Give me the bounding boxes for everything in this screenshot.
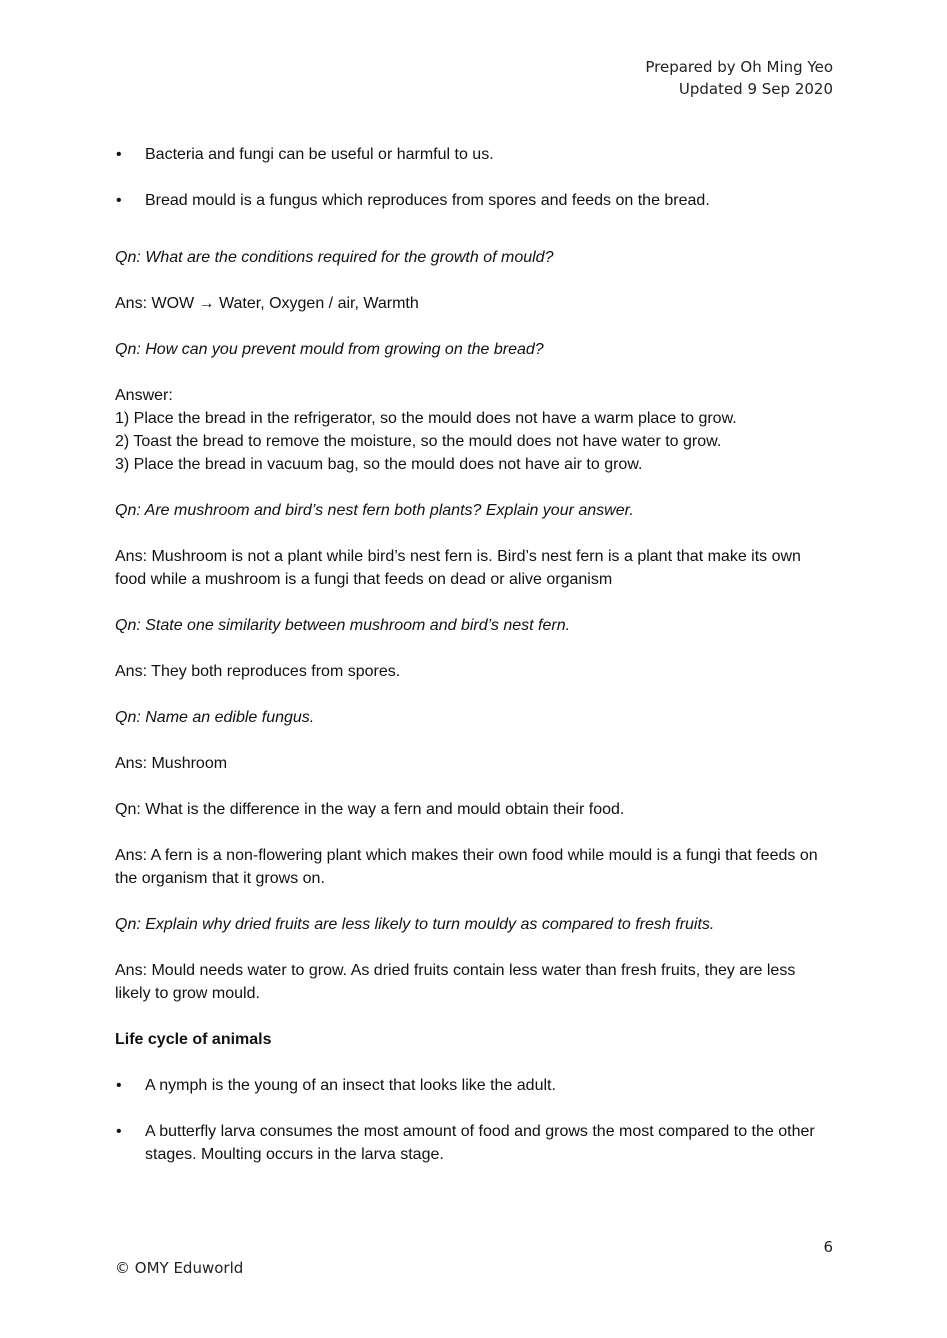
bullet-text: Bacteria and fungi can be useful or harmful to us. [145, 146, 494, 163]
question-1: Qn: What are the conditions required for the growth of mould? [115, 249, 554, 266]
answer-2-label: Answer: [115, 387, 173, 404]
question-7: Qn: Explain why dried fruits are less likely to turn mouldy as compared to fresh fruits. [115, 916, 715, 933]
prepared-by: Prepared by Oh Ming Yeo [645, 58, 833, 76]
bullet-item [115, 1120, 835, 1166]
answer-6: Ans: A fern is a non-flowering plant which makes their own food while mould is a fungi that feeds on the organism that it grows on. [115, 847, 818, 887]
answer-4: Ans: They both reproduces from spores. [115, 663, 401, 680]
answer-2-line: 2) Toast the bread to remove the moisture, so the mould does not have water to grow. [115, 433, 722, 450]
question-3: Qn: Are mushroom and bird’s nest fern both plants? Explain your answer. [115, 502, 634, 519]
bullet-item [115, 189, 835, 212]
updated-date: Updated 9 Sep 2020 [678, 80, 833, 98]
bullet-dot: • [116, 146, 122, 163]
bullet-text: Bread mould is a fungus which reproduces from spores and feeds on the bread. [145, 192, 710, 209]
section-heading: Life cycle of animals [115, 1031, 272, 1048]
bullet-item [115, 143, 835, 166]
answer-5: Ans: Mushroom [115, 755, 228, 772]
bullet-dot: • [116, 192, 122, 209]
question-4: Qn: State one similarity between mushroom and bird’s nest fern. [115, 617, 571, 634]
bullet-dot: • [116, 1077, 122, 1094]
answer-2 [115, 384, 835, 476]
bullet-text: A butterfly larva consumes the most amount of food and grows the most compared to the other stages. Moulting occurs in the larva stage. [145, 1123, 815, 1163]
page-header [645, 56, 833, 100]
answer-2-line: 1) Place the bread in the refrigerator, so the mould does not have a warm place to grow. [115, 410, 737, 427]
answer-2-line: 3) Place the bread in vacuum bag, so the mould does not have air to grow. [115, 456, 643, 473]
question-5: Qn: Name an edible fungus. [115, 709, 315, 726]
document-body [115, 143, 835, 1189]
question-6: Qn: What is the difference in the way a fern and mould obtain their food. [115, 801, 625, 818]
copyright-footer: © OMY Eduworld [115, 1259, 244, 1277]
answer-1: Ans: WOW → Water, Oxygen / air, Warmth [115, 295, 419, 312]
bullet-dot: • [116, 1123, 122, 1140]
page-number: 6 [823, 1238, 833, 1256]
answer-7: Ans: Mould needs water to grow. As dried fruits contain less water than fresh fruits, they are less likely to grow mould. [115, 962, 796, 1002]
question-2: Qn: How can you prevent mould from growing on the bread? [115, 341, 544, 358]
answer-3: Ans: Mushroom is not a plant while bird’s nest fern is. Bird’s nest fern is a plant that make its own food while a mushroom is a fungi that feeds on dead or alive organism [115, 548, 801, 588]
bullet-text: A nymph is the young of an insect that looks like the adult. [145, 1077, 556, 1094]
bullet-item [115, 1074, 835, 1097]
